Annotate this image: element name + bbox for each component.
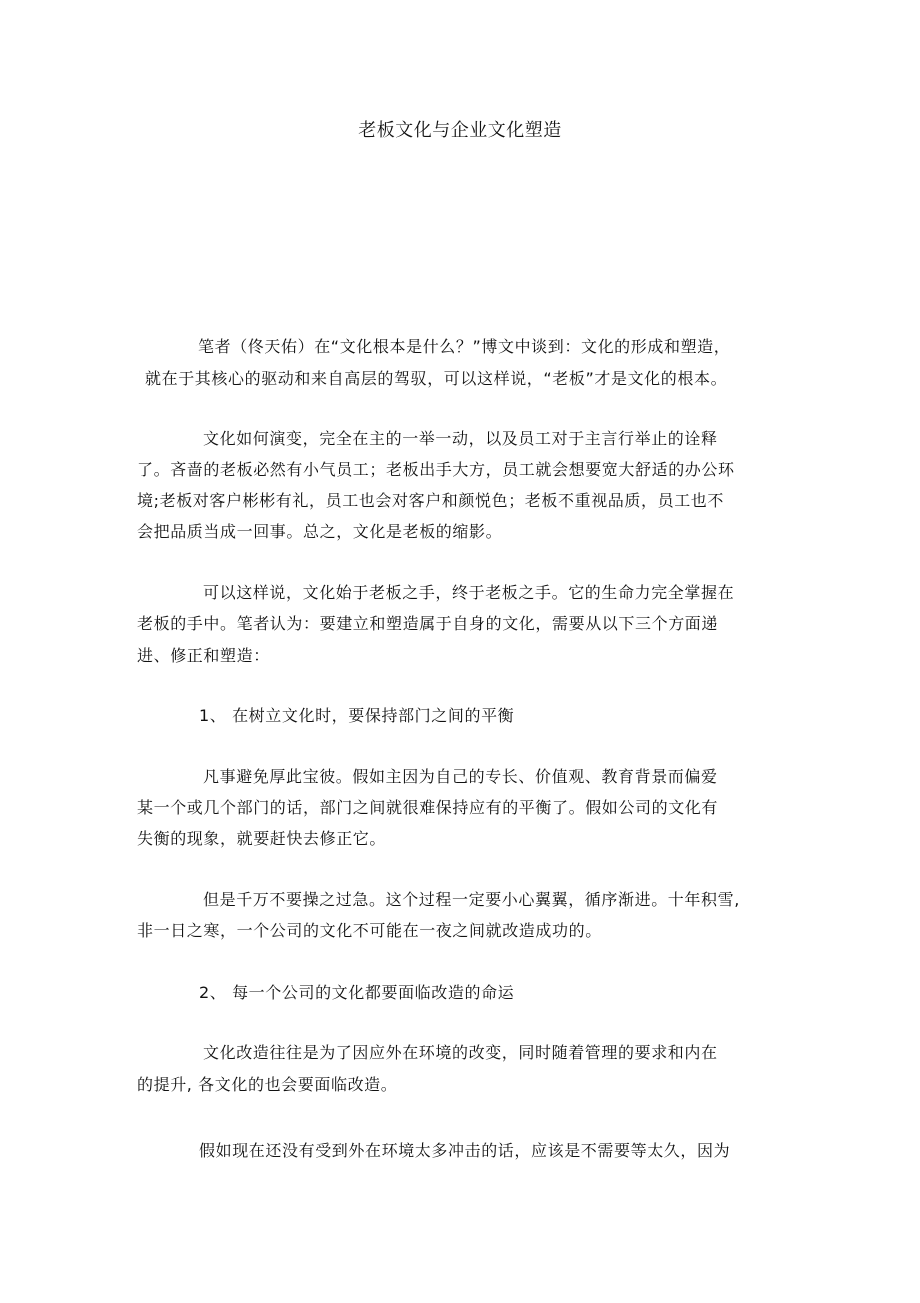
text-line: 但是千万不要操之过急。这个过程一定要小心翼翼，循序渐进。十年积雪, [203,890,740,909]
text-line: 进、修正和塑造： [137,646,270,665]
text-line: 老板的手中。笔者认为：要建立和塑造属于自身的文化，需要从以下三个方面递 [137,614,719,633]
text-line: 可以这样说，文化始于老板之手，终于老板之手。它的生命力完全掌握在 [203,583,735,602]
text-line: 假如现在还没有受到外在环境太多冲击的话，应该是不需要等太久，因为 [199,1141,731,1160]
text-line: 会把品质当成一回事。总之，文化是老板的缩影。 [137,522,503,541]
document-title: 老板文化与企业文化塑造 [358,120,562,141]
text-line: 文化如何演变，完全在主的一举一动，以及员工对于主言行举止的诠释 [203,429,718,448]
text-line: 就在于其核心的驱动和来自高层的驾驭，可以这样说，“老板”才是文化的根本。 [145,369,728,388]
text-line: 笔者（佟天佑）在“文化根本是什么？”博文中谈到：文化的形成和塑造， [198,337,731,356]
section-heading: 1、 在树立文化时，要保持部门之间的平衡 [199,706,515,725]
text-line: 非一日之寒，一个公司的文化不可能在一夜之间就改造成功的。 [137,921,602,940]
text-line: 了。吝啬的老板必然有小气员工；老板出手大方，员工就会想要宽大舒适的办公环 [137,460,735,479]
text-line: 某一个或几个部门的话，部门之间就很难保持应有的平衡了。假如公司的文化有 [137,798,719,817]
text-line: 凡事避免厚此宝彼。假如主因为自己的专长、价值观、教育背景而偏爱 [203,767,718,786]
text-line: 境;老板对客户彬彬有礼，员工也会对客户和颜悦色；老板不重视品质，员工也不 [137,491,724,510]
text-line: 文化改造往往是为了因应外在环境的改变，同时随着管理的要求和内在 [203,1043,718,1062]
section-heading: 2、 每一个公司的文化都要面临改造的命运 [199,983,515,1002]
text-line: 的提升, 各文化的也会要面临改造。 [137,1075,398,1094]
text-line: 失衡的现象，就要赶快去修正它。 [137,829,387,848]
